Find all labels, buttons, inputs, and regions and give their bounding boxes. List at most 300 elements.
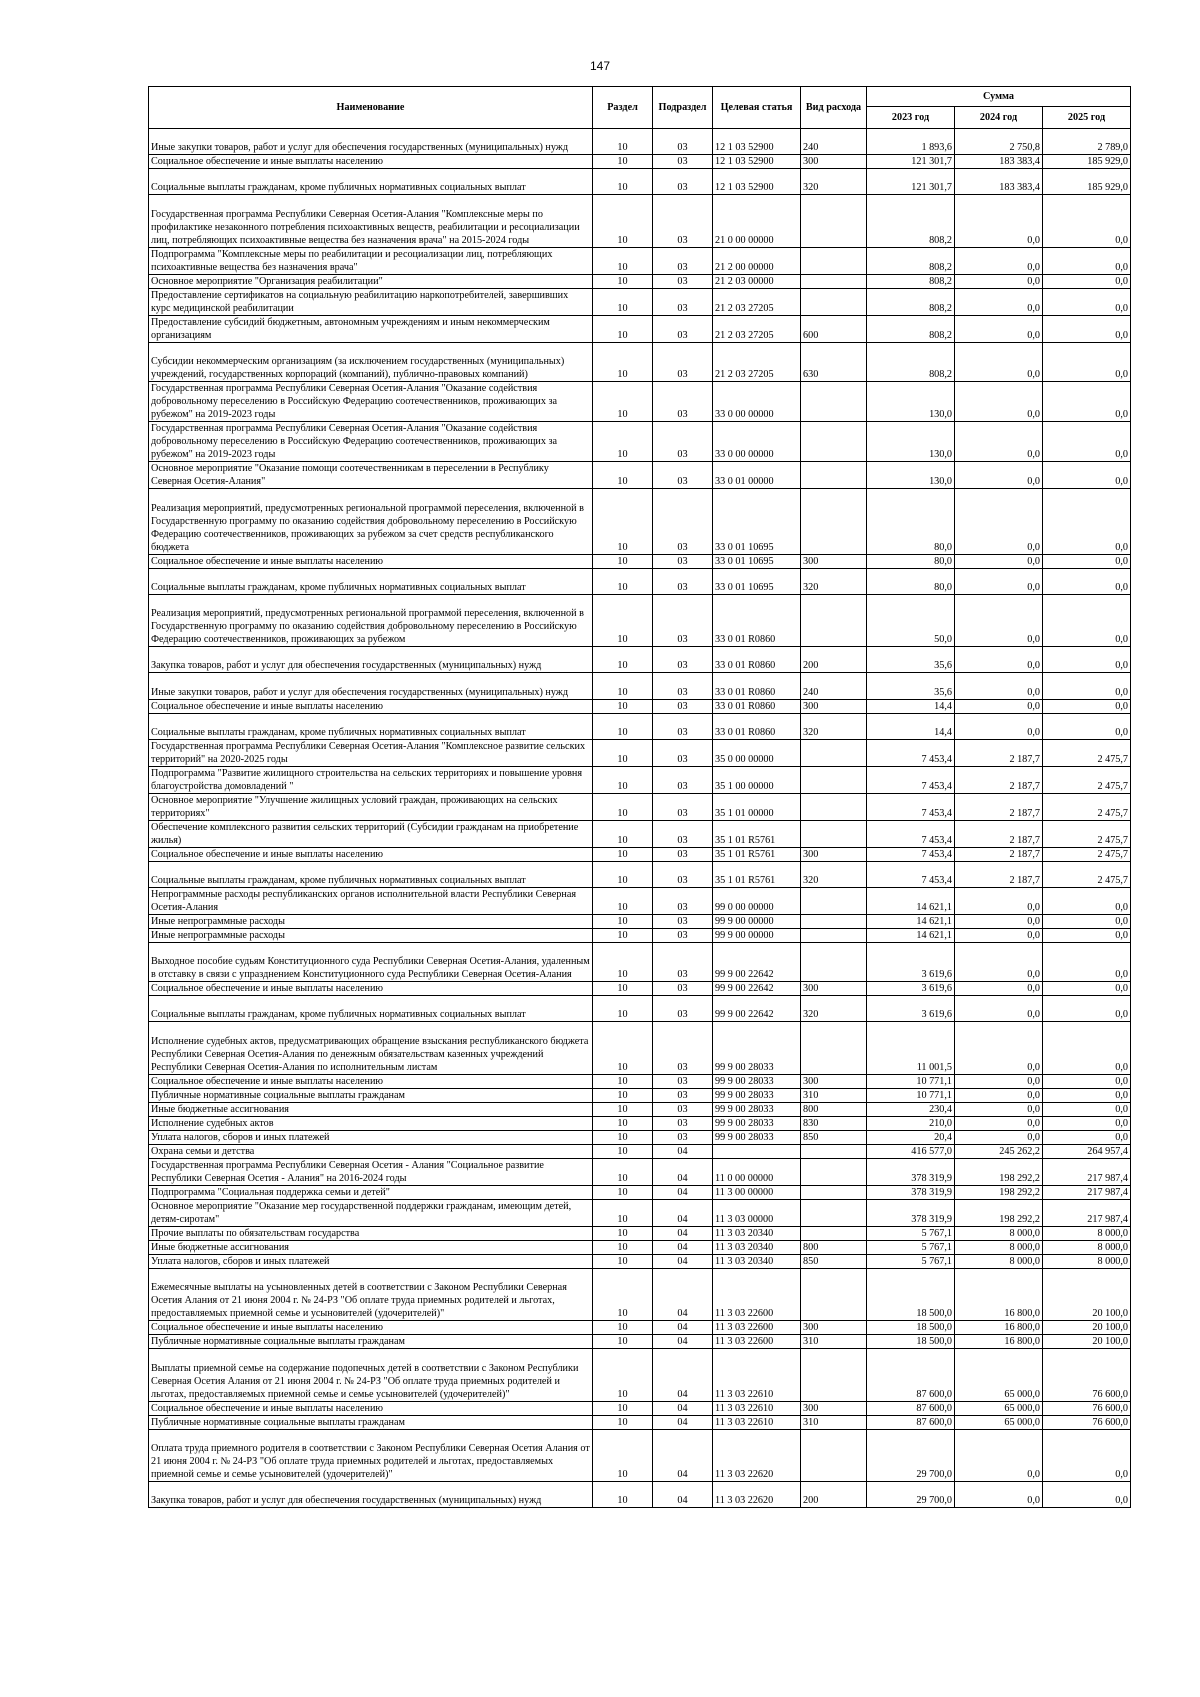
cell-target-article: 11 3 03 22600: [713, 1268, 801, 1320]
cell-2024: 2 187,7: [955, 820, 1043, 847]
cell-name: Основное мероприятие "Улучшение жилищных условий граждан, проживающих на сельских территориях": [149, 793, 593, 820]
cell-name: Оплата труда приемного родителя в соответствии с Законом Республики Северная Осетия Алания от 21 июня 2004 г. № 24-РЗ "Об оплате труда приемных родителей и льготах, предоставляемых приемной семье и семье усыновителей (удочерителей)": [149, 1429, 593, 1481]
cell-expense-type: [801, 1429, 867, 1481]
cell-2024: 0,0: [955, 462, 1043, 489]
cell-2025: 217 987,4: [1043, 1185, 1131, 1199]
cell-subsection: 03: [653, 914, 713, 928]
cell-2023: 416 577,0: [867, 1144, 955, 1158]
cell-target-article: 33 0 01 R0860: [713, 673, 801, 699]
cell-2025: 0,0: [1043, 315, 1131, 342]
cell-name: Реализация мероприятий, предусмотренных региональной программой переселения, включенной в Государственную программу по оказанию содействия добровольному переселению в Российскую Федерацию соотечественников, проживающих за рубежом за счет средств республиканского бюджета: [149, 489, 593, 555]
cell-section: 10: [593, 1335, 653, 1349]
cell-expense-type: [801, 928, 867, 942]
cell-2023: 11 001,5: [867, 1022, 955, 1074]
cell-subsection: 04: [653, 1254, 713, 1268]
cell-expense-type: 850: [801, 1254, 867, 1268]
cell-2023: 1 893,6: [867, 129, 955, 155]
cell-2025: 0,0: [1043, 673, 1131, 699]
cell-2023: 3 619,6: [867, 942, 955, 981]
table-row: [149, 1144, 1131, 1158]
cell-2025: 0,0: [1043, 1116, 1131, 1130]
cell-2025: 2 475,7: [1043, 861, 1131, 887]
cell-name: Основное мероприятие "Организация реабилитации": [149, 274, 593, 288]
cell-target-article: 21 2 03 00000: [713, 274, 801, 288]
cell-subsection: 03: [653, 1102, 713, 1116]
table-row: [149, 1349, 1131, 1401]
cell-2024: 0,0: [955, 982, 1043, 996]
cell-2024: 0,0: [955, 914, 1043, 928]
table-row: [149, 887, 1131, 914]
cell-section: 10: [593, 1088, 653, 1102]
cell-2024: 0,0: [955, 1088, 1043, 1102]
cell-2024: 0,0: [955, 247, 1043, 274]
cell-name: Исполнение судебных актов: [149, 1116, 593, 1130]
cell-2023: 87 600,0: [867, 1415, 955, 1429]
cell-section: 10: [593, 342, 653, 381]
table-row: [149, 861, 1131, 887]
table-row: [149, 1116, 1131, 1130]
table-row: [149, 594, 1131, 646]
cell-subsection: 04: [653, 1321, 713, 1335]
cell-name: Социальное обеспечение и иные выплаты населению: [149, 155, 593, 169]
cell-2023: 808,2: [867, 315, 955, 342]
cell-expense-type: 240: [801, 673, 867, 699]
table-row: [149, 1226, 1131, 1240]
cell-2023: 378 319,9: [867, 1158, 955, 1185]
cell-subsection: 03: [653, 861, 713, 887]
cell-subsection: 03: [653, 713, 713, 739]
table-row: [149, 274, 1131, 288]
cell-2024: 198 292,2: [955, 1185, 1043, 1199]
cell-2025: 0,0: [1043, 1481, 1131, 1507]
cell-section: 10: [593, 942, 653, 981]
cell-2023: 130,0: [867, 462, 955, 489]
cell-expense-type: [801, 195, 867, 247]
cell-name: Подпрограмма "Социальная поддержка семьи и детей": [149, 1185, 593, 1199]
table-row: [149, 129, 1131, 155]
cell-section: 10: [593, 129, 653, 155]
cell-2023: 18 500,0: [867, 1335, 955, 1349]
cell-expense-type: 850: [801, 1130, 867, 1144]
cell-2023: 87 600,0: [867, 1401, 955, 1415]
cell-2024: 0,0: [955, 274, 1043, 288]
cell-2024: 65 000,0: [955, 1349, 1043, 1401]
cell-expense-type: 310: [801, 1415, 867, 1429]
cell-2025: 185 929,0: [1043, 155, 1131, 169]
cell-2023: 14,4: [867, 699, 955, 713]
cell-name: Основное мероприятие "Оказание помощи соотечественникам в переселении в Республику Северная Осетия-Алания": [149, 462, 593, 489]
cell-2025: 0,0: [1043, 1102, 1131, 1116]
header-year-2025: 2025 год: [1043, 107, 1131, 129]
cell-target-article: 33 0 01 10695: [713, 568, 801, 594]
cell-name: Государственная программа Республики Северная Осетия-Алания "Оказание содействия добровольному переселению в Российскую Федерацию соотечественников, проживающих за рубежом" на 2019-2023 годы: [149, 382, 593, 422]
header-name: Наименование: [149, 87, 593, 129]
cell-section: 10: [593, 1226, 653, 1240]
cell-name: Публичные нормативные социальные выплаты гражданам: [149, 1335, 593, 1349]
cell-2023: 18 500,0: [867, 1268, 955, 1320]
cell-expense-type: [801, 739, 867, 766]
cell-target-article: 21 0 00 00000: [713, 195, 801, 247]
cell-expense-type: [801, 1268, 867, 1320]
header-year-2023: 2023 год: [867, 107, 955, 129]
table-row: [149, 1185, 1131, 1199]
cell-2024: 16 800,0: [955, 1335, 1043, 1349]
cell-section: 10: [593, 928, 653, 942]
cell-expense-type: [801, 820, 867, 847]
cell-2024: 0,0: [955, 1102, 1043, 1116]
cell-target-article: 11 3 03 22620: [713, 1429, 801, 1481]
cell-2023: 3 619,6: [867, 982, 955, 996]
cell-subsection: 03: [653, 996, 713, 1022]
cell-target-article: 33 0 01 00000: [713, 462, 801, 489]
cell-2025: 8 000,0: [1043, 1226, 1131, 1240]
cell-name: Охрана семьи и детства: [149, 1144, 593, 1158]
table-row: [149, 1088, 1131, 1102]
cell-subsection: 03: [653, 1130, 713, 1144]
cell-2025: 0,0: [1043, 942, 1131, 981]
cell-target-article: 99 9 00 28033: [713, 1102, 801, 1116]
cell-subsection: 04: [653, 1349, 713, 1401]
cell-expense-type: 200: [801, 1481, 867, 1507]
budget-table: [148, 86, 1131, 1508]
cell-name: Социальное обеспечение и иные выплаты населению: [149, 1074, 593, 1088]
table-row: [149, 1481, 1131, 1507]
cell-expense-type: [801, 422, 867, 462]
cell-subsection: 04: [653, 1144, 713, 1158]
cell-name: Социальное обеспечение и иные выплаты населению: [149, 1401, 593, 1415]
cell-target-article: 21 2 03 27205: [713, 342, 801, 381]
cell-subsection: 03: [653, 169, 713, 195]
cell-2024: 183 383,4: [955, 169, 1043, 195]
cell-2024: 0,0: [955, 673, 1043, 699]
cell-target-article: 21 2 00 00000: [713, 247, 801, 274]
cell-2024: 0,0: [955, 489, 1043, 555]
cell-name: Публичные нормативные социальные выплаты гражданам: [149, 1415, 593, 1429]
cell-target-article: 99 0 00 00000: [713, 887, 801, 914]
cell-subsection: 03: [653, 673, 713, 699]
cell-name: Иные бюджетные ассигнования: [149, 1240, 593, 1254]
cell-section: 10: [593, 1144, 653, 1158]
cell-2024: 0,0: [955, 315, 1043, 342]
cell-2025: 20 100,0: [1043, 1335, 1131, 1349]
table-row: [149, 820, 1131, 847]
table-row: [149, 942, 1131, 981]
cell-expense-type: 300: [801, 1074, 867, 1088]
cell-subsection: 03: [653, 315, 713, 342]
cell-expense-type: 600: [801, 315, 867, 342]
cell-expense-type: 310: [801, 1335, 867, 1349]
cell-expense-type: [801, 247, 867, 274]
cell-name: Иные непрограммные расходы: [149, 928, 593, 942]
cell-2025: 2 475,7: [1043, 793, 1131, 820]
cell-target-article: 11 3 03 00000: [713, 1199, 801, 1226]
cell-subsection: 03: [653, 739, 713, 766]
cell-2025: 0,0: [1043, 713, 1131, 739]
cell-2024: 0,0: [955, 887, 1043, 914]
cell-expense-type: [801, 914, 867, 928]
cell-name: Предоставление сертификатов на социальную реабилитацию наркопотребителей, завершивших курс медицинской реабилитации: [149, 288, 593, 315]
cell-subsection: 03: [653, 129, 713, 155]
table-row: [149, 288, 1131, 315]
cell-2025: 0,0: [1043, 247, 1131, 274]
cell-name: Государственная программа Республики Северная Осетия-Алания "Оказание содействия добровольному переселению в Российскую Федерацию соотечественников, проживающих за рубежом" на 2019-2023 годы: [149, 422, 593, 462]
cell-name: Социальные выплаты гражданам, кроме публичных нормативных социальных выплат: [149, 996, 593, 1022]
cell-2025: 0,0: [1043, 568, 1131, 594]
cell-section: 10: [593, 1415, 653, 1429]
cell-name: Исполнение судебных актов, предусматривающих обращение взыскания республиканского бюджета Республики Северная Осетия-Алания по денежным обязательствам казенных учреждений Республики Северная Осетия-Алания по исполнительным листам: [149, 1022, 593, 1074]
cell-subsection: 03: [653, 820, 713, 847]
cell-2024: 2 187,7: [955, 847, 1043, 861]
cell-expense-type: 320: [801, 713, 867, 739]
table-row: [149, 247, 1131, 274]
cell-target-article: 99 9 00 28033: [713, 1116, 801, 1130]
cell-2023: 20,4: [867, 1130, 955, 1144]
cell-2024: 8 000,0: [955, 1226, 1043, 1240]
cell-expense-type: [801, 594, 867, 646]
cell-2025: 0,0: [1043, 422, 1131, 462]
cell-2023: 378 319,9: [867, 1185, 955, 1199]
cell-2023: 130,0: [867, 382, 955, 422]
cell-expense-type: 800: [801, 1102, 867, 1116]
cell-2023: 7 453,4: [867, 861, 955, 887]
cell-target-article: 33 0 01 R0860: [713, 647, 801, 673]
page-number: 147: [589, 59, 611, 73]
cell-2025: 0,0: [1043, 982, 1131, 996]
table-body: [149, 129, 1131, 1508]
cell-2023: 50,0: [867, 594, 955, 646]
cell-2024: 0,0: [955, 422, 1043, 462]
header-section: Раздел: [593, 87, 653, 129]
cell-section: 10: [593, 169, 653, 195]
cell-name: Социальное обеспечение и иные выплаты населению: [149, 554, 593, 568]
cell-2024: 16 800,0: [955, 1268, 1043, 1320]
cell-2024: 2 750,8: [955, 129, 1043, 155]
cell-name: Государственная программа Республики Северная Осетия-Алания "Комплексное развитие сельских территорий" на 2020-2025 годы: [149, 739, 593, 766]
cell-subsection: 03: [653, 155, 713, 169]
cell-target-article: 99 9 00 22642: [713, 996, 801, 1022]
cell-target-article: 33 0 00 00000: [713, 382, 801, 422]
cell-2025: 8 000,0: [1043, 1240, 1131, 1254]
cell-section: 10: [593, 315, 653, 342]
cell-2025: 0,0: [1043, 1022, 1131, 1074]
cell-target-article: 35 1 01 00000: [713, 793, 801, 820]
cell-2024: 245 262,2: [955, 1144, 1043, 1158]
cell-target-article: 33 0 01 R0860: [713, 699, 801, 713]
cell-section: 10: [593, 382, 653, 422]
cell-2023: 5 767,1: [867, 1240, 955, 1254]
cell-2023: 7 453,4: [867, 820, 955, 847]
cell-subsection: 03: [653, 568, 713, 594]
cell-subsection: 03: [653, 647, 713, 673]
cell-2025: 76 600,0: [1043, 1349, 1131, 1401]
cell-name: Иные бюджетные ассигнования: [149, 1102, 593, 1116]
cell-subsection: 03: [653, 247, 713, 274]
cell-2024: 0,0: [955, 928, 1043, 942]
cell-expense-type: 320: [801, 861, 867, 887]
cell-2023: 14 621,1: [867, 887, 955, 914]
cell-target-article: 11 3 03 20340: [713, 1226, 801, 1240]
table-row: [149, 766, 1131, 793]
cell-name: Подпрограмма "Комплексные меры по реабилитации и ресоциализации лиц, потребляющих психоактивные вещества без назначения врача": [149, 247, 593, 274]
cell-name: Основное мероприятие "Оказание мер государственной поддержки гражданам, имеющим детей, детям-сиротам": [149, 1199, 593, 1226]
cell-section: 10: [593, 1116, 653, 1130]
cell-2024: 0,0: [955, 382, 1043, 422]
cell-subsection: 04: [653, 1226, 713, 1240]
cell-2025: 217 987,4: [1043, 1158, 1131, 1185]
cell-target-article: 11 3 03 22610: [713, 1415, 801, 1429]
cell-expense-type: 630: [801, 342, 867, 381]
cell-section: 10: [593, 1401, 653, 1415]
cell-2024: 0,0: [955, 195, 1043, 247]
cell-target-article: 99 9 00 28033: [713, 1074, 801, 1088]
cell-expense-type: [801, 274, 867, 288]
cell-2025: 0,0: [1043, 647, 1131, 673]
cell-section: 10: [593, 1429, 653, 1481]
cell-2023: 35,6: [867, 647, 955, 673]
header-expense-type: Вид расхода: [801, 87, 867, 129]
table-row: [149, 315, 1131, 342]
cell-2025: 0,0: [1043, 489, 1131, 555]
cell-2023: 14 621,1: [867, 928, 955, 942]
cell-subsection: 04: [653, 1415, 713, 1429]
table-row: [149, 1240, 1131, 1254]
cell-2025: 76 600,0: [1043, 1401, 1131, 1415]
cell-expense-type: [801, 1158, 867, 1185]
cell-name: Социальные выплаты гражданам, кроме публичных нормативных социальных выплат: [149, 861, 593, 887]
cell-2024: 198 292,2: [955, 1199, 1043, 1226]
cell-2024: 0,0: [955, 1481, 1043, 1507]
cell-target-article: 33 0 01 10695: [713, 489, 801, 555]
cell-expense-type: 800: [801, 1240, 867, 1254]
cell-2023: 808,2: [867, 274, 955, 288]
cell-expense-type: 300: [801, 847, 867, 861]
cell-expense-type: 320: [801, 169, 867, 195]
cell-target-article: 33 0 01 R0860: [713, 594, 801, 646]
cell-2025: 185 929,0: [1043, 169, 1131, 195]
cell-2025: 8 000,0: [1043, 1254, 1131, 1268]
cell-name: Ежемесячные выплаты на усыновленных детей в соответствии с Законом Республики Северная Осетия Алания от 21 июня 2004 г. № 24-РЗ "Об оплате труда приемных родителей и льготах, предоставляемых приемной семье и усыновителей (удочерителей)": [149, 1268, 593, 1320]
cell-section: 10: [593, 996, 653, 1022]
cell-target-article: 11 3 03 22610: [713, 1349, 801, 1401]
cell-2024: 183 383,4: [955, 155, 1043, 169]
cell-target-article: 35 1 01 R5761: [713, 847, 801, 861]
cell-expense-type: [801, 1185, 867, 1199]
cell-2025: 0,0: [1043, 274, 1131, 288]
cell-name: Социальное обеспечение и иные выплаты населению: [149, 1321, 593, 1335]
cell-2024: 0,0: [955, 594, 1043, 646]
cell-2025: 20 100,0: [1043, 1268, 1131, 1320]
cell-2025: 2 475,7: [1043, 739, 1131, 766]
cell-2024: 65 000,0: [955, 1401, 1043, 1415]
cell-section: 10: [593, 1130, 653, 1144]
cell-expense-type: [801, 1349, 867, 1401]
table-row: [149, 462, 1131, 489]
cell-name: Уплата налогов, сборов и иных платежей: [149, 1254, 593, 1268]
cell-name: Социальное обеспечение и иные выплаты населению: [149, 699, 593, 713]
cell-subsection: 03: [653, 982, 713, 996]
cell-2024: 0,0: [955, 1022, 1043, 1074]
cell-section: 10: [593, 982, 653, 996]
cell-name: Социальные выплаты гражданам, кроме публичных нормативных социальных выплат: [149, 568, 593, 594]
cell-name: Уплата налогов, сборов и иных платежей: [149, 1130, 593, 1144]
cell-2023: 121 301,7: [867, 155, 955, 169]
cell-target-article: 35 1 01 R5761: [713, 820, 801, 847]
cell-section: 10: [593, 1199, 653, 1226]
cell-section: 10: [593, 1268, 653, 1320]
table-row: [149, 489, 1131, 555]
cell-section: 10: [593, 155, 653, 169]
cell-name: Иные закупки товаров, работ и услуг для обеспечения государственных (муниципальных) нужд: [149, 129, 593, 155]
cell-2025: 0,0: [1043, 699, 1131, 713]
cell-subsection: 04: [653, 1158, 713, 1185]
cell-target-article: 99 9 00 28033: [713, 1022, 801, 1074]
cell-subsection: 04: [653, 1199, 713, 1226]
table-row: [149, 1268, 1131, 1320]
cell-subsection: 03: [653, 847, 713, 861]
cell-expense-type: [801, 766, 867, 793]
cell-subsection: 03: [653, 594, 713, 646]
cell-2024: 0,0: [955, 1116, 1043, 1130]
cell-2023: 7 453,4: [867, 793, 955, 820]
cell-section: 10: [593, 713, 653, 739]
cell-target-article: 11 0 00 00000: [713, 1158, 801, 1185]
cell-name: Социальное обеспечение и иные выплаты населению: [149, 847, 593, 861]
cell-expense-type: 320: [801, 996, 867, 1022]
table-row: [149, 155, 1131, 169]
cell-subsection: 04: [653, 1240, 713, 1254]
cell-subsection: 03: [653, 766, 713, 793]
cell-2025: 0,0: [1043, 195, 1131, 247]
cell-target-article: 11 3 03 22610: [713, 1401, 801, 1415]
cell-2024: 65 000,0: [955, 1415, 1043, 1429]
cell-subsection: 03: [653, 1116, 713, 1130]
cell-2025: 0,0: [1043, 554, 1131, 568]
cell-2025: 76 600,0: [1043, 1415, 1131, 1429]
cell-section: 10: [593, 1102, 653, 1116]
table-row: [149, 1401, 1131, 1415]
table-row: [149, 1254, 1131, 1268]
cell-2024: 2 187,7: [955, 793, 1043, 820]
cell-2023: 210,0: [867, 1116, 955, 1130]
cell-2024: 0,0: [955, 342, 1043, 381]
cell-2025: 0,0: [1043, 1088, 1131, 1102]
cell-2023: 5 767,1: [867, 1226, 955, 1240]
cell-target-article: 12 1 03 52900: [713, 169, 801, 195]
cell-subsection: 03: [653, 942, 713, 981]
cell-2024: 0,0: [955, 1429, 1043, 1481]
cell-subsection: 03: [653, 1022, 713, 1074]
cell-target-article: [713, 1144, 801, 1158]
cell-2025: 0,0: [1043, 594, 1131, 646]
cell-2025: 217 987,4: [1043, 1199, 1131, 1226]
cell-name: Иные закупки товаров, работ и услуг для обеспечения государственных (муниципальных) нужд: [149, 673, 593, 699]
cell-2025: 20 100,0: [1043, 1321, 1131, 1335]
cell-subsection: 04: [653, 1401, 713, 1415]
cell-expense-type: 310: [801, 1088, 867, 1102]
cell-2024: 198 292,2: [955, 1158, 1043, 1185]
cell-expense-type: [801, 1199, 867, 1226]
cell-expense-type: 240: [801, 129, 867, 155]
cell-target-article: 99 9 00 22642: [713, 982, 801, 996]
cell-2023: 14,4: [867, 713, 955, 739]
cell-expense-type: 300: [801, 155, 867, 169]
cell-section: 10: [593, 820, 653, 847]
cell-2024: 0,0: [955, 647, 1043, 673]
header-subsection: Подраздел: [653, 87, 713, 129]
cell-target-article: 11 3 00 00000: [713, 1185, 801, 1199]
cell-2023: 80,0: [867, 568, 955, 594]
cell-2024: 0,0: [955, 288, 1043, 315]
